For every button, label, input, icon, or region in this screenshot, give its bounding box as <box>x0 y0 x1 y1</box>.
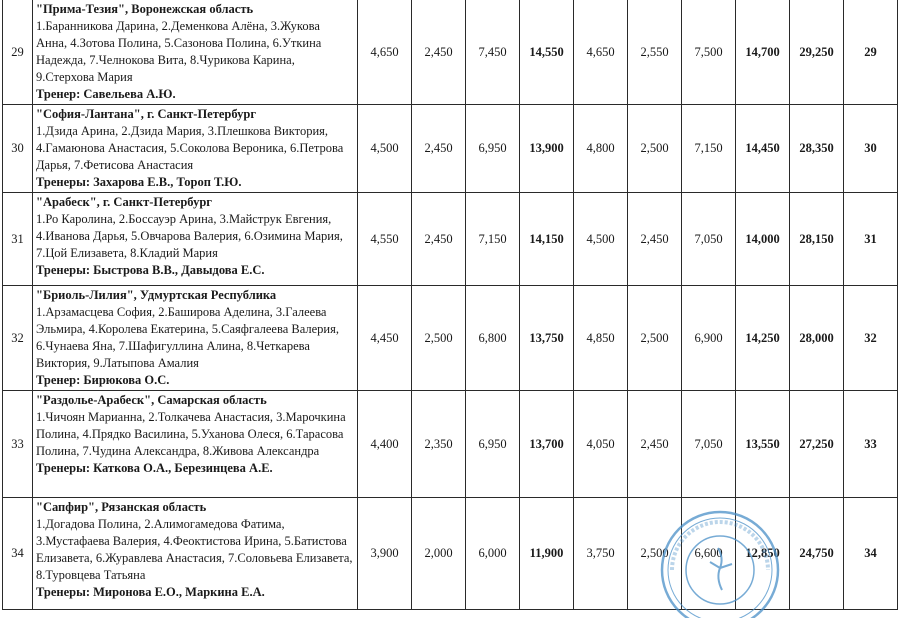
team-coach: Тренер: Савельева А.Ю. <box>36 87 176 101</box>
score-cell: 12,850 <box>736 498 790 610</box>
score-cell: 4,850 <box>574 286 628 391</box>
score-cell: 14,450 <box>736 105 790 193</box>
table-row <box>3 498 898 610</box>
table-row <box>3 0 898 105</box>
team-title: "Сапфир", Рязанская область <box>36 500 207 514</box>
team-title: "Бриоль-Лилия", Удмуртская Республика <box>36 288 277 302</box>
score-cell: 2,500 <box>628 286 682 391</box>
row-number: 32 <box>3 286 33 391</box>
score-cell: 11,900 <box>520 498 574 610</box>
score-cell: 7,050 <box>682 391 736 498</box>
team-coach: Тренеры: Быстрова В.В., Давыдова Е.С. <box>36 263 265 277</box>
score-cell: 2,500 <box>412 286 466 391</box>
score-cell: 27,250 <box>790 391 844 498</box>
place-cell: 30 <box>844 105 898 193</box>
score-cell: 3,750 <box>574 498 628 610</box>
place-cell: 31 <box>844 193 898 286</box>
row-number: 30 <box>3 105 33 193</box>
score-cell: 2,500 <box>628 105 682 193</box>
score-cell: 7,050 <box>682 193 736 286</box>
score-cell: 4,650 <box>574 0 628 105</box>
team-members: 1.Ро Каролина, 2.Боссауэр Арина, 3.Майструк Евгения, 4.Иванова Дарья, 5.Овчарова Валерия, 6.Озимина Мария, 7.Цой Елизавета, 8.Кладий Мария <box>36 212 343 260</box>
team-title: "Раздолье-Арабеск", Самарская область <box>36 393 267 407</box>
score-cell: 4,650 <box>358 0 412 105</box>
place-cell: 29 <box>844 0 898 105</box>
score-cell: 28,150 <box>790 193 844 286</box>
team-coach: Тренер: Бирюкова О.С. <box>36 373 170 387</box>
row-number: 34 <box>3 498 33 610</box>
score-cell: 7,450 <box>466 0 520 105</box>
score-cell: 2,550 <box>628 0 682 105</box>
results-table <box>2 0 898 610</box>
score-cell: 6,900 <box>682 286 736 391</box>
score-cell: 4,050 <box>574 391 628 498</box>
team-cell <box>33 391 358 498</box>
team-cell <box>33 0 358 105</box>
score-cell: 2,450 <box>628 193 682 286</box>
team-title: "Арабеск", г. Санкт-Петербург <box>36 195 212 209</box>
score-cell: 4,400 <box>358 391 412 498</box>
team-title: "София-Лантана", г. Санкт-Петербург <box>36 107 257 121</box>
team-members: 1.Арзамасцева София, 2.Баширова Аделина, 3.Галеева Эльмира, 4.Королева Екатерина, 5.Саяфгалеева Валерия, 6.Чунаева Яна, 7.Шафигуллина Алина, 8.Четкарева Виктория, 9.Латыпова Амалия <box>36 305 339 370</box>
place-cell: 32 <box>844 286 898 391</box>
team-members: 1.Догадова Полина, 2.Алимогамедова Фатима, 3.Мустафаева Валерия, 4.Феоктистова Ирина, 5.Батистова Елизавета, 6.Журавлева Анастасия, 7.Соловьева Елизавета, 8.Туровцева Татьяна <box>36 517 353 582</box>
row-number: 29 <box>3 0 33 105</box>
team-cell <box>33 498 358 610</box>
score-cell: 3,900 <box>358 498 412 610</box>
score-cell: 4,500 <box>358 105 412 193</box>
score-cell: 24,750 <box>790 498 844 610</box>
row-number: 33 <box>3 391 33 498</box>
place-cell: 33 <box>844 391 898 498</box>
place-cell: 34 <box>844 498 898 610</box>
team-cell <box>33 286 358 391</box>
score-cell: 4,800 <box>574 105 628 193</box>
score-cell: 7,150 <box>682 105 736 193</box>
team-coach: Тренеры: Миронова Е.О., Маркина Е.А. <box>36 585 265 599</box>
score-cell: 2,350 <box>412 391 466 498</box>
score-cell: 7,500 <box>682 0 736 105</box>
table-row <box>3 391 898 498</box>
score-cell: 2,450 <box>628 391 682 498</box>
score-cell: 29,250 <box>790 0 844 105</box>
score-cell: 14,000 <box>736 193 790 286</box>
score-cell: 6,800 <box>466 286 520 391</box>
score-cell: 28,350 <box>790 105 844 193</box>
score-cell: 2,450 <box>412 193 466 286</box>
table-row <box>3 193 898 286</box>
score-cell: 6,950 <box>466 391 520 498</box>
score-cell: 4,500 <box>574 193 628 286</box>
score-cell: 28,000 <box>790 286 844 391</box>
score-cell: 14,250 <box>736 286 790 391</box>
score-cell: 2,000 <box>412 498 466 610</box>
score-cell: 2,450 <box>412 105 466 193</box>
score-cell: 4,550 <box>358 193 412 286</box>
score-cell: 13,550 <box>736 391 790 498</box>
table-row <box>3 286 898 391</box>
score-cell: 13,900 <box>520 105 574 193</box>
score-cell: 13,750 <box>520 286 574 391</box>
score-cell: 4,450 <box>358 286 412 391</box>
team-members: 1.Чичоян Марианна, 2.Толкачева Анастасия, 3.Марочкина Полина, 4.Прядко Василина, 5.Уханова Олеся, 6.Тарасова Полина, 7.Чудина Александра, 8.Живова Александра <box>36 410 346 458</box>
team-coach: Тренеры: Каткова О.А., Березинцева А.Е. <box>36 461 273 475</box>
team-cell <box>33 193 358 286</box>
table-row <box>3 105 898 193</box>
team-members: 1.Дзида Арина, 2.Дзида Мария, 3.Плешкова Виктория, 4.Гамаюнова Анастасия, 5.Соколова Вероника, 6.Петрова Дарья, 7.Фетисова Анастасия <box>36 124 344 172</box>
score-cell: 6,600 <box>682 498 736 610</box>
team-members: 1.Баранникова Дарина, 2.Деменкова Алёна, 3.Жукова Анна, 4.Зотова Полина, 5.Сазонова Полина, 6.Уткина Надежда, 7.Челнокова Вита, 8.Чурикова Карина, 9.Стерхова Мария <box>36 19 322 84</box>
score-cell: 14,700 <box>736 0 790 105</box>
team-coach: Тренеры: Захарова Е.В., Тороп Т.Ю. <box>36 175 242 189</box>
score-cell: 14,550 <box>520 0 574 105</box>
score-cell: 13,700 <box>520 391 574 498</box>
team-cell <box>33 105 358 193</box>
score-cell: 6,950 <box>466 105 520 193</box>
score-cell: 2,500 <box>628 498 682 610</box>
row-number: 31 <box>3 193 33 286</box>
score-cell: 14,150 <box>520 193 574 286</box>
score-cell: 7,150 <box>466 193 520 286</box>
team-title: "Прима-Тезия", Воронежская область <box>36 2 254 16</box>
score-cell: 2,450 <box>412 0 466 105</box>
score-cell: 6,000 <box>466 498 520 610</box>
